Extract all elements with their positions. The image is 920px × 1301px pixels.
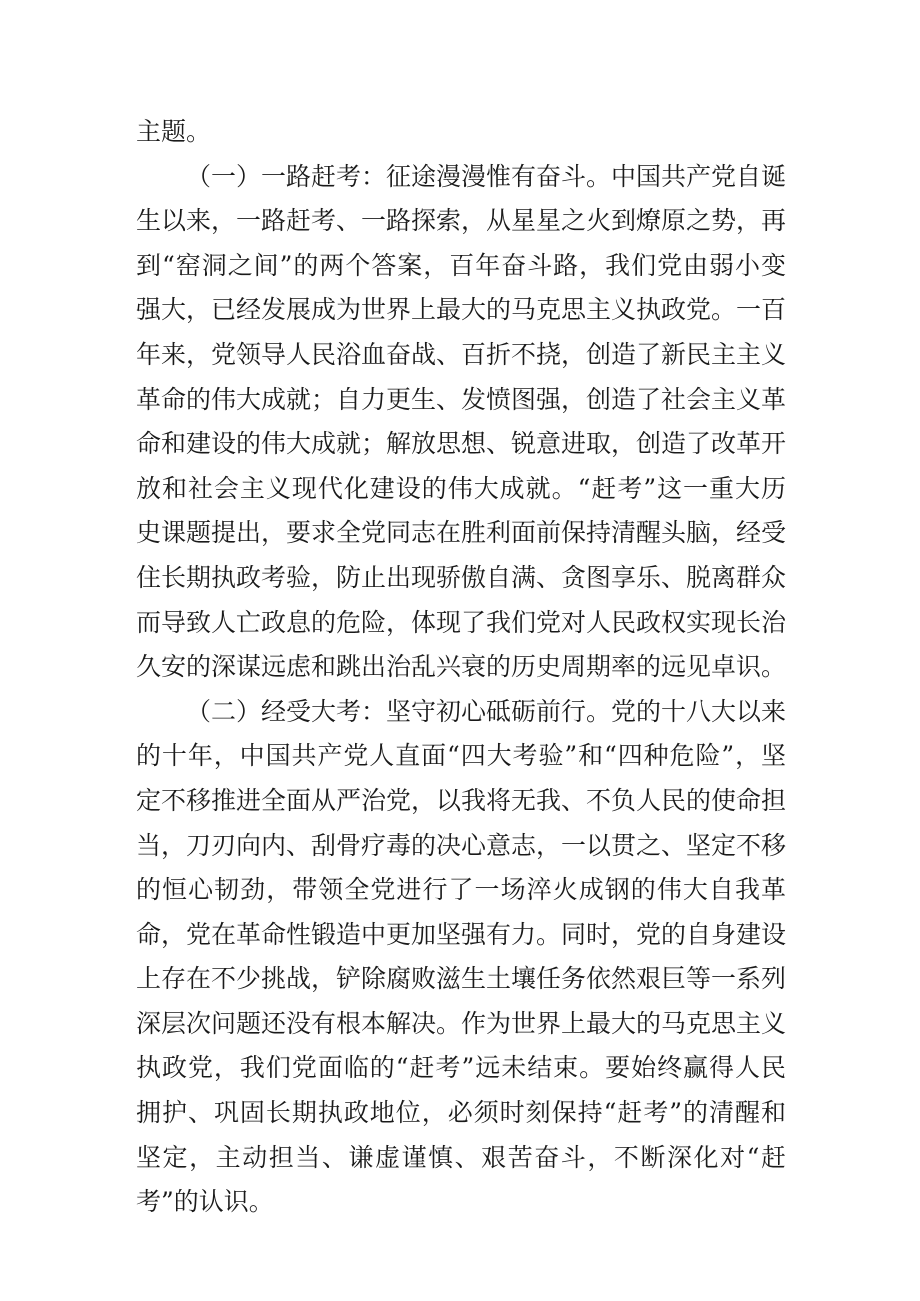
paragraph-section-two: （二）经受大考：坚守初心砥砺前行。党的十八大以来的十年，中国共产党人直面“四大考验”和“四种危险”，坚定不移推进全面从严治党，以我将无我、不负人民的使命担当，刀刃向内、刮骨疗毒的决心意志，一以贯之、坚定不移的恒心韧劲，带领全党进行了一场淬火成钢的伟大自我革命，党在革命性锻造中更加坚强有力。同时，党的自身建设上存在不少挑战，铲除腐败滋生土壤任务依然艰巨等一系列深层次问题还没有根本解决。作为世界上最大的马克思主义执政党，我们党面临的“赶考”远未结束。要始终赢得人民拥护、巩固长期执政地位，必须时刻保持“赶考”的清醒和坚定，主动担当、谦虚谨慎、艰苦奋斗，不断深化对“赶考”的认识。 [136,696,787,1217]
paragraph-continuation: 主题。 [136,117,212,146]
paragraph-section-one: （一）一路赶考：征途漫漫惟有奋斗。中国共产党自诞生以来，一路赶考、一路探索，从星星之火到燎原之势，再到“窑洞之间”的两个答案，百年奋斗路，我们党由弱小变强大，已经发展成为世界上最大的马克思主义执政党。一百年来，党领导人民浴血奋战、百折不挠，创造了新民主主义革命的伟大成就；自力更生、发愤图强，创造了社会主义革命和建设的伟大成就；解放思想、锐意进取，创造了改革开放和社会主义现代化建设的伟大成就。“赶考”这一重大历史课题提出，要求全党同志在胜利面前保持清醒头脑，经受住长期执政考验，防止出现骄傲自满、贪图享乐、脱离群众而导致人亡政息的危险，体现了我们党对人民政权实现长治久安的深谋远虑和跳出治乱兴衰的历史周期率的远见卓识。 [136,161,787,682]
document-body [136,110,786,1225]
